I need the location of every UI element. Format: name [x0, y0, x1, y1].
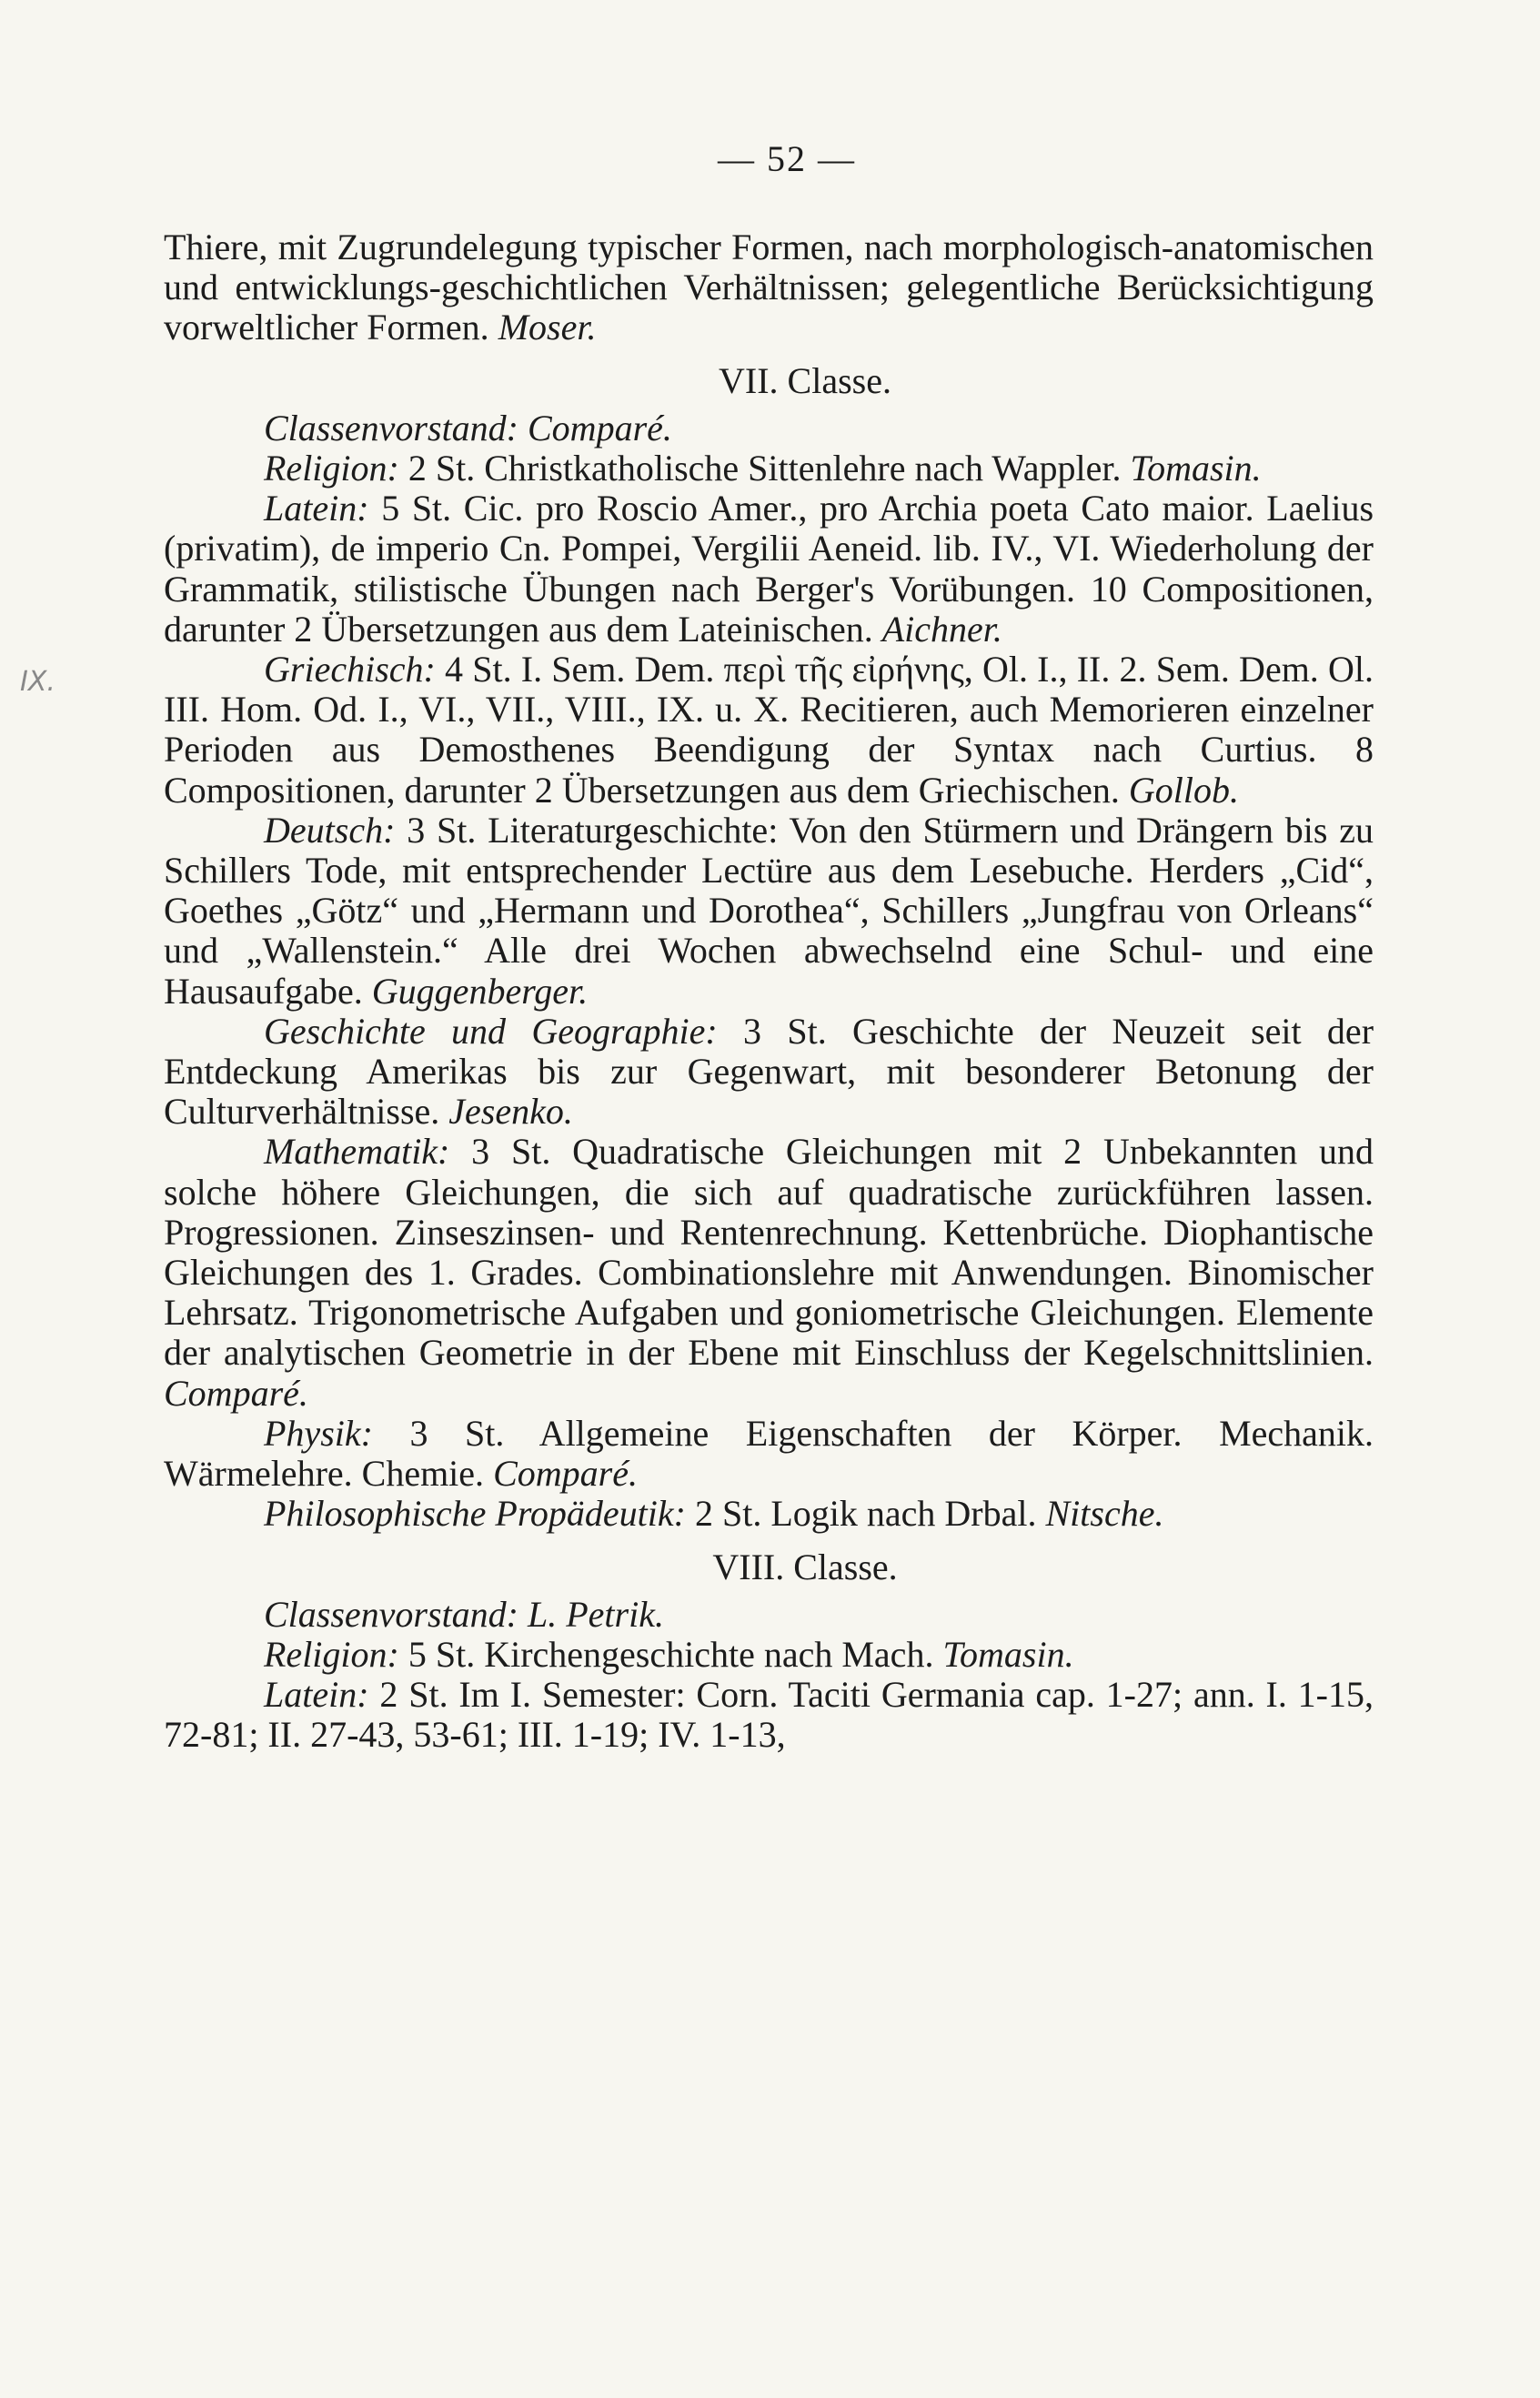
subject-label: Griechisch:: [264, 649, 436, 690]
subject-label: Deutsch:: [264, 809, 396, 851]
subject-teacher: Tomasin.: [1130, 448, 1262, 489]
subject-text: 3 St. Allgemeine Eigenschaften der Körper. Mechanik. Wärmelehre. Chemie.: [164, 1412, 1374, 1495]
subject-teacher: Jesenko.: [448, 1091, 573, 1133]
subject-mathematik-vii: [164, 1132, 1374, 1413]
subject-religion-vii: [164, 448, 1374, 489]
subject-physik-vii: [164, 1414, 1374, 1494]
subject-text: 3 St. Geschichte der Neuzeit seit der Entdeckung Amerikas bis zur Gegenwart, mit besonderer Betonung der Culturverhältnisse.: [164, 1010, 1374, 1133]
subject-label: Geschichte und Geographie:: [264, 1010, 718, 1052]
subject-teacher: Gollob.: [1128, 769, 1239, 811]
subject-teacher: Comparé.: [493, 1453, 638, 1495]
document-page: [164, 136, 1374, 1756]
subject-teacher: Guggenberger.: [371, 970, 589, 1012]
subject-text: 4 St. I. Sem. Dem. περὶ τῆς εἰρήνης, Ol. I., II. 2. Sem. Dem. Ol. III. Hom. Od. I., VI., VII., VIII., IX. u. X. Recitieren, auch Memorieren einzelner Perioden aus Demosthenes Beendigung der Syntax nach Curtius. 8 Compositionen, darunter 2 Übersetzungen aus dem Griechischen.: [164, 649, 1374, 811]
subject-teacher: Tomasin.: [942, 1633, 1074, 1675]
subject-latein-vii: [164, 489, 1374, 650]
subject-text: 3 St. Literaturgeschichte: Von den Stürmern und Drängern bis zu Schillers Tode, mit entsprechender Lectüre aus dem Lesebuche. Herders „Cid“, Goethes „Götz“ und „Hermann und Dorothea“, Schillers „Jungfrau von Orleans“ und „Wallenstein.“ Alle drei Wochen abwechselnd eine Schul- und eine Hausaufgabe.: [164, 809, 1374, 1012]
subject-deutsch-vii: [164, 811, 1374, 1012]
subject-philosophie-vii: [164, 1494, 1374, 1534]
subject-griechisch-vii: [164, 650, 1374, 811]
subject-text: 2 St. Christkatholische Sittenlehre nach Wappler.: [408, 448, 1122, 489]
subject-teacher: Nitsche.: [1045, 1493, 1164, 1535]
margin-annotation: IX.: [20, 666, 55, 698]
class-heading-vii: VII. Classe.: [719, 359, 891, 401]
intro-paragraph: [164, 227, 1374, 348]
subject-label: Physik:: [264, 1412, 373, 1454]
subject-text: 3 St. Quadratische Gleichungen mit 2 Unbekannten und solche höhere Gleichungen, die sich auf quadratische zurückführen lassen. Progressionen. Zinseszinsen- und Rentenrechnung. Kettenbrüche. Diophantische Gleichungen des 1. Grades. Combinationslehre mit Anwendungen. Binomischer Lehrsatz. Trigonometrische Aufgaben und goniometrische Gleichungen. Elemente der analytischen Geometrie in der Ebene mit Einschluss der Kegelschnittslinien.: [164, 1131, 1374, 1374]
subject-religion-viii: [164, 1635, 1374, 1675]
subject-label: Philosophische Propädeutik:: [264, 1493, 686, 1535]
subject-label: Mathematik:: [264, 1131, 450, 1173]
subject-text: 5 St. Kirchengeschichte nach Mach.: [408, 1633, 934, 1675]
subject-label: Religion:: [264, 1633, 399, 1675]
subject-text: 5 St. Cic. pro Roscio Amer., pro Archia poeta Cato maior. Laelius (privatim), de imperio Cn. Pompei, Vergilii Aeneid. lib. IV., VI. Wiederholung der Grammatik, stilistische Übungen nach Berger's Vorübungen. 10 Compositionen, darunter 2 Übersetzungen aus dem Lateinischen.: [164, 488, 1374, 650]
subject-label: Religion:: [264, 448, 399, 489]
subject-text: 2 St. Logik nach Drbal.: [694, 1493, 1037, 1535]
subject-text: 2 St. Im I. Semester: Corn. Taciti Germania cap. 1-27; ann. I. 1-15, 72-81; II. 27-43, 53-61; III. 1-19; IV. 1-13,: [164, 1674, 1374, 1756]
subject-teacher: Aichner.: [881, 608, 1002, 650]
intro-teacher: Moser.: [498, 307, 597, 348]
subject-teacher: Comparé.: [164, 1372, 308, 1414]
page-number: — 52 —: [718, 138, 856, 179]
class-vorstand-vii: Classenvorstand: Comparé.: [264, 407, 672, 448]
class-heading-viii: VIII. Classe.: [712, 1546, 898, 1587]
subject-label: Latein:: [264, 488, 369, 529]
subject-geschichte-vii: [164, 1012, 1374, 1133]
subject-label: Latein:: [264, 1674, 369, 1716]
subject-latein-viii: [164, 1675, 1374, 1755]
class-vorstand-viii: Classenvorstand: L. Petrik.: [264, 1593, 664, 1635]
intro-text: Thiere, mit Zugrundelegung typischer Formen, nach morphologisch-anatomischen und entwicklungs-geschichtlichen Verhältnissen; gelegentliche Berücksichtigung vorweltlicher Formen.: [164, 227, 1374, 348]
